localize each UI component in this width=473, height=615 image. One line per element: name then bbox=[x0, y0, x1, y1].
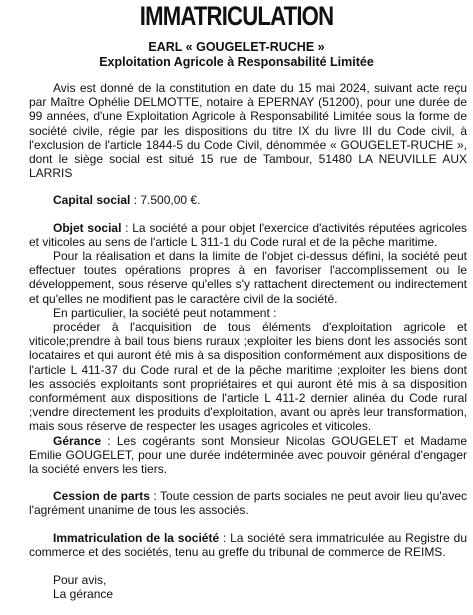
cession-text: : Toute cession de parts sociales ne peut avoir lieu qu'avec l'agrément unanime de tous les associés. bbox=[29, 489, 468, 518]
gerance-paragraph bbox=[29, 434, 467, 477]
company-name: EARL « GOUGELET-RUCHE » bbox=[148, 40, 325, 54]
closing-line: Pour avis, bbox=[53, 573, 107, 588]
objet-label: Objet social bbox=[53, 220, 122, 235]
cession-paragraph bbox=[29, 489, 467, 517]
immatriculation-label: Immatriculation de la société bbox=[53, 530, 220, 545]
objet-paragraph-3: En particulier, la société peut notamment : bbox=[53, 305, 277, 320]
objet-paragraph-4: procéder à l'acquisition de tous éléments d'exploitation agricole et viticole;prendre à bail tous biens ruraux ;exploiter les biens dont les associés sont locataires et qui auront été mis à sa disposition conformément aux dispositions de l'article L 411-37 du Code rural et de la pêche maritime ;exploiter les biens dont les associés exploitants sont propriétaires et qui auront été mis à sa disposition conformément aux dispositions de l'article L 411-2 dernier alinéa du Code rural ;vendre directement les produits d'exploitation, avant ou après leur transformation, mais sous réserve de respecter les usages agricoles et viticoles. bbox=[29, 320, 467, 434]
gerance-text: : Les cogérants sont Monsieur Nicolas GOUGELET et Madame Emilie GOUGELET, pour une durée indéterminée avec pouvoir général d'engager la société envers les tiers. bbox=[29, 433, 467, 477]
objet-paragraph-2: Pour la réalisation et dans la limite de l'objet ci-dessus défini, la société peut effectuer toutes opérations propres à en favoriser l'accomplissement ou le développement, sous réserve qu'elles s'y rattachent directement ou indirectement et qu'elles ne modifient pas le caractère civil de la société. bbox=[29, 249, 467, 306]
cession-label: Cession de parts bbox=[53, 489, 150, 504]
intro-paragraph: Avis est donné de la constitution en date du 15 mai 2024, suivant acte reçu par Maître Ophélie DELMOTTE, notaire à EPERNAY (51200), pour une durée de 99 années, d'une Exploitation Agricole à Responsabilité Limitée sous la forme de société civile, régie par les dispositions du titre IX du livre III du Code civil, à l'exclusion de l'article 1844-5 du Code Civil, dénommée « GOUGELET-RUCHE », dont le siège social est situé 15 rue de Tambour, 51480 LA NEUVILLE AUX LARRIS bbox=[29, 81, 467, 181]
objet-paragraph bbox=[29, 221, 467, 249]
objet-text: : La société a pour objet l'exercice d'activités réputées agricoles et viticoles au sens de l'article L 311-1 du Code rural et de la pêche maritime. bbox=[29, 220, 467, 249]
capital-label: Capital social bbox=[53, 193, 131, 208]
company-form: Exploitation Agricole à Responsabilité Limitée bbox=[99, 55, 374, 69]
signature-line: La gérance bbox=[53, 587, 114, 602]
immatriculation-text: : La société sera immatriculée au Registre du commerce et des sociétés, tenu au greffe du tribunal de commerce de REIMS. bbox=[29, 530, 467, 559]
capital-value: : 7.500,00 €. bbox=[130, 193, 201, 208]
notice-title: IMMATRICULATION bbox=[139, 1, 334, 31]
gerance-label: Gérance bbox=[53, 433, 102, 448]
capital-paragraph bbox=[29, 193, 467, 207]
immatriculation-paragraph bbox=[29, 531, 467, 559]
